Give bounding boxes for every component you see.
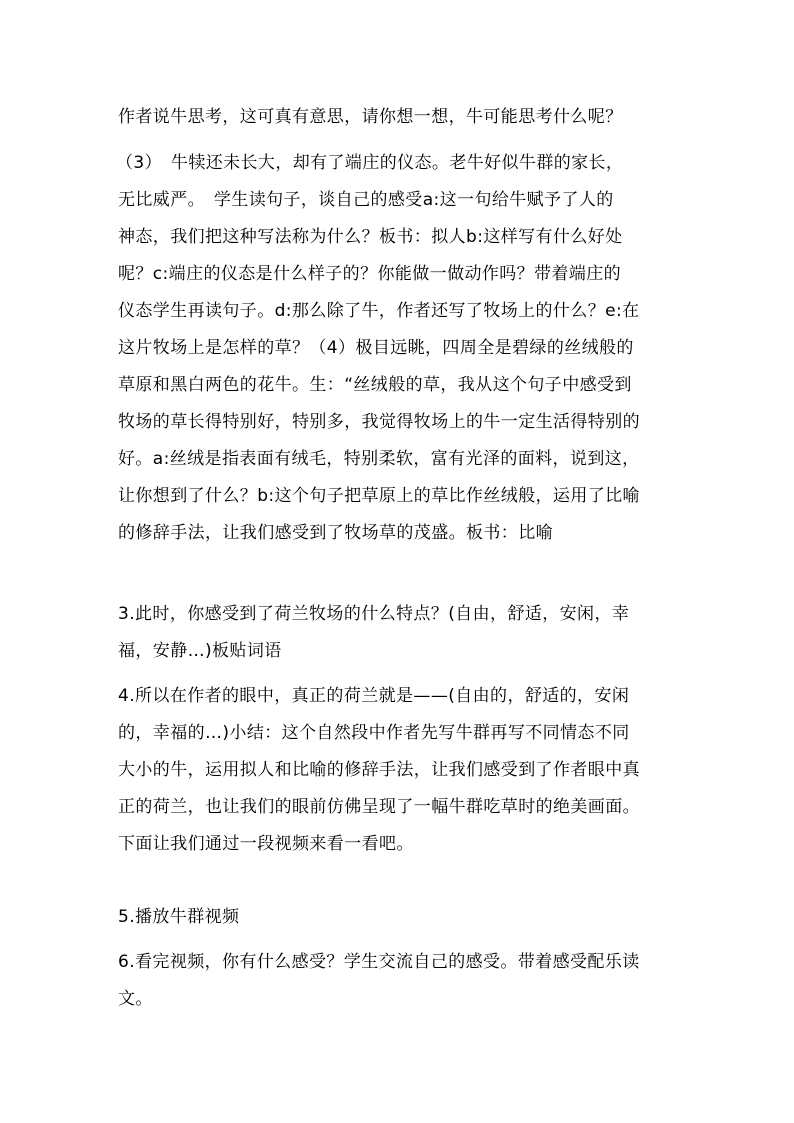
text-line-7: 这片牧场上是怎样的草？（4）极目远眺，四周全是碧绿的丝绒般的 (118, 338, 634, 358)
text-line-6: 仪态学生再读句子。d:那么除了牛，作者还写了牧场上的什么？e:在 (118, 301, 640, 321)
text-line-13: 3.此时，你感受到了荷兰牧场的什么特点？(自由，舒适，安闲，幸 (118, 604, 630, 624)
text-line-1: 作者说牛思考，这可真有意思，请你想一想，牛可能思考什么呢？ (118, 107, 623, 127)
text-line-21: 6.看完视频，你有什么感受？学生交流自己的感受。带着感受配乐读 (118, 952, 640, 972)
text-line-17: 大小的牛，运用拟人和比喻的修辞手法，让我们感受到了作者眼中真 (118, 760, 640, 780)
text-line-20: 5.播放牛群视频 (118, 907, 240, 927)
text-line-15: 4.所以在作者的眼中，真正的荷兰就是——(自由的，舒适的，安闲 (118, 686, 630, 706)
text-line-4: 神态，我们把这种写法称为什么？板书：拟人b:这样写有什么好处 (118, 227, 623, 247)
text-line-12: 的修辞手法，让我们感受到了牧场草的茂盛。板书：比喻 (118, 523, 553, 543)
text-line-19: 下面让我们通过一段视频来看一看吧。 (118, 834, 414, 854)
text-line-16: 的，幸福的…)小结：这个自然段中作者先写牛群再写不同情态不同 (118, 723, 630, 743)
text-line-5: 呢？c:端庄的仪态是什么样子的？你能做一做动作吗？带着端庄的 (118, 264, 622, 284)
text-line-22: 文。 (118, 989, 153, 1009)
text-line-18: 正的荷兰，也让我们的眼前仿佛呈现了一幅牛群吃草时的绝美画面。 (118, 797, 640, 817)
text-line-11: 让你想到了什么？b:这个句子把草原上的草比作丝绒般，运用了比喻 (118, 486, 640, 506)
text-line-8: 草原和黑白两色的花牛。生：“丝绒般的草，我从这个句子中感受到 (118, 375, 632, 395)
text-line-9: 牧场的草长得特别好，特别多，我觉得牧场上的牛一定生活得特别的 (118, 412, 640, 432)
text-line-10: 好。a:丝绒是指表面有绒毛，特别柔软，富有光泽的面料，说到这， (118, 449, 640, 469)
text-line-14: 福，安静…)板贴词语 (118, 641, 282, 661)
text-line-3: 无比威严。 学生读句子，谈自己的感受a:这一句给牛赋予了人的 (118, 190, 614, 210)
text-line-2: （3） 牛犊还未长大，却有了端庄的仪态。老牛好似牛群的家长， (116, 153, 624, 173)
